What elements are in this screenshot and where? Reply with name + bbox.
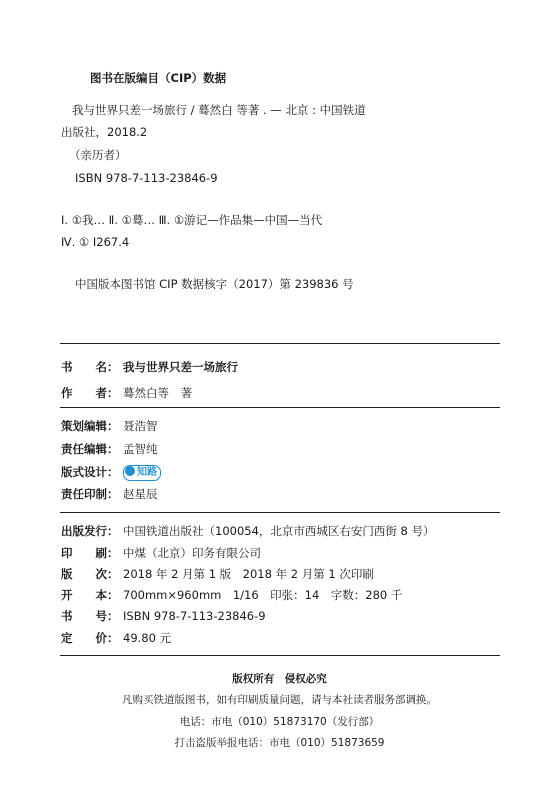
planning-editor-row [61, 418, 158, 434]
book-name-row [61, 359, 238, 375]
book-author-label: 作 者： [61, 386, 119, 400]
print-supervisor-row [61, 486, 158, 502]
price-label: 定 价： [61, 631, 119, 645]
phone-line: 电话：市电（010）51873170（发行部） [179, 716, 380, 728]
publisher-label: 出版发行： [61, 524, 119, 538]
print-supervisor-value: 赵星辰 [123, 487, 158, 501]
publisher-value: 中国铁道出版社（100054，北京市西城区右安门西街 8 号） [123, 524, 435, 538]
book-name-label: 书 名： [61, 360, 119, 374]
print-supervisor-label: 责任印制： [61, 487, 119, 501]
cip-verification: 中国版本图书馆 CIP 数据核字（2017）第 239836 号 [75, 277, 354, 291]
book-name-value: 我与世界只差一场旅行 [123, 360, 238, 374]
printer-value: 中煤（北京）印务有限公司 [123, 546, 261, 560]
cip-classification-2: Ⅳ. ① I267.4 [61, 235, 130, 249]
responsible-editor-row [61, 441, 158, 457]
planning-editor-value: 聂浩智 [123, 419, 158, 433]
format-label: 开 本： [61, 588, 119, 602]
format-row [61, 587, 402, 603]
format-value: 700mm×960mm 1/16 印张：14 字数：280 千 [123, 588, 403, 602]
cip-line-series: （亲历者） [69, 148, 127, 162]
price-value: 49.80 元 [123, 631, 172, 645]
logo-circle-icon [125, 466, 135, 476]
divider-bottom [60, 655, 500, 656]
logo-text: 知路 [137, 466, 157, 478]
price-row [61, 630, 171, 646]
quality-notice: 凡购买铁道版图书，如有印刷质量问题，请与本社读者服务部调换。 [122, 694, 437, 706]
zhilu-logo-icon [123, 465, 161, 481]
responsible-editor-label: 责任编辑： [61, 442, 119, 456]
isbn-label: 书 号： [61, 609, 119, 623]
planning-editor-label: 策划编辑： [61, 419, 119, 433]
cip-isbn: ISBN 978-7-113-23846-9 [75, 171, 218, 185]
responsible-editor-value: 孟智纯 [123, 442, 158, 456]
divider-2 [60, 512, 500, 513]
layout-design-row [61, 464, 161, 481]
printer-label: 印 刷： [61, 546, 119, 560]
edition-value: 2018 年 2 月第 1 版 2018 年 2 月第 1 次印刷 [123, 567, 374, 581]
book-author-value: 蓦然白等 著 [123, 386, 192, 400]
isbn-row [61, 608, 266, 624]
isbn-value: ISBN 978-7-113-23846-9 [123, 609, 266, 623]
edition-row [61, 566, 374, 582]
cip-line-publisher: 出版社，2018.2 [61, 125, 148, 139]
cip-line-title: 我与世界只差一场旅行 / 蓦然白 等著 . — 北京 : 中国铁道 [72, 103, 366, 117]
printer-row [61, 545, 261, 561]
divider-1 [60, 407, 500, 408]
divider-top [60, 343, 500, 344]
layout-design-label: 版式设计： [61, 465, 119, 479]
piracy-report-line: 打击盗版举报电话：市电（010）51873659 [174, 737, 385, 749]
cip-heading: 图书在版编目（CIP）数据 [90, 71, 227, 85]
edition-label: 版 次： [61, 567, 119, 581]
publisher-row [61, 523, 435, 539]
rights-reserved: 版权所有 侵权必究 [232, 673, 327, 685]
book-author-row [61, 385, 192, 401]
cip-classification-1: Ⅰ. ①我… Ⅱ. ①蓦… Ⅲ. ①游记—作品集—中国—当代 [61, 213, 323, 227]
